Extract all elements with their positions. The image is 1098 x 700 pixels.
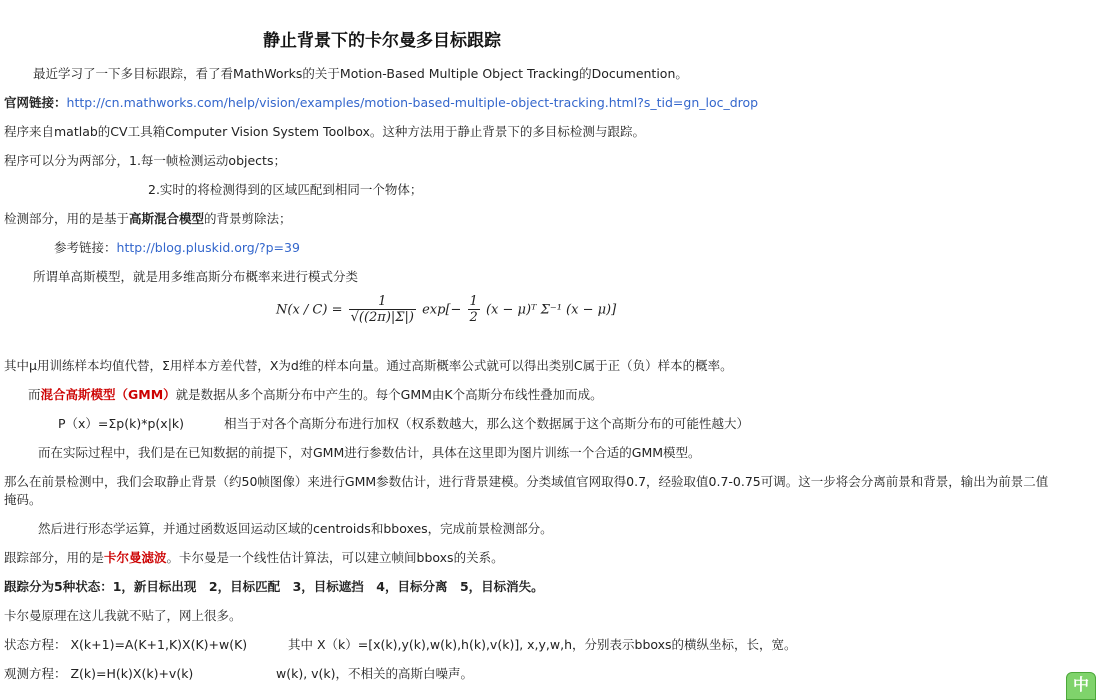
px-formula: P（x）=Σp(k)*p(x|k) <box>58 416 185 431</box>
detect-paragraph <box>4 210 292 228</box>
track-suffix: 。卡尔曼是一个线性估计算法，可以建立帧间bboxs的关系。 <box>166 550 504 565</box>
parts-line-2: 2.实时的将检测得到的区域匹配到相同一个物体； <box>148 182 423 197</box>
explain-paragraph: 其中μ用训练样本均值代替，Σ用样本方差代替，X为d维的样本向量。通过高斯概率公式就可以得出类别C属于正（负）样本的概率。 <box>4 358 733 373</box>
official-link-label: 官网链接： <box>4 95 67 110</box>
page-title: 静止背景下的卡尔曼多目标跟踪 <box>263 31 501 51</box>
gaussian-formula <box>276 294 616 326</box>
px-explain: 相当于对各个高斯分布进行加权（权系数越大，那么这个数据属于这个高斯分布的可能性越大） <box>224 416 750 431</box>
track-prefix: 跟踪部分，用的是 <box>4 550 105 565</box>
formula-exp: exp[− <box>422 302 462 318</box>
gmm-paragraph <box>28 386 603 404</box>
kalman-note: 卡尔曼原理在这儿我就不贴了，网上很多。 <box>4 608 242 623</box>
detect-prefix: 检测部分，用的是基于 <box>4 211 130 226</box>
formula-half-den: 2 <box>469 310 478 325</box>
observation-equation: 观测方程： Z(k)=H(k)X(k)+v(k) <box>4 666 194 681</box>
official-link[interactable]: http://cn.mathworks.com/help/vision/examples/motion-based-multiple-object-tracking.html?s_tid=gn_loc_drop <box>66 95 759 110</box>
formula-den: √((2π)|Σ|) <box>350 310 414 325</box>
formula-lhs: N(x / C) = <box>276 302 347 318</box>
formula-half-num: 1 <box>469 294 478 309</box>
gmm-prefix: 而 <box>28 387 41 402</box>
detect-bold: 高斯混合模型 <box>129 211 205 226</box>
gmm-suffix: 就是数据从多个高斯分布中产生的。每个GMM由K个高斯分布线性叠加而成。 <box>175 387 603 402</box>
formula-rest: (x − μ)ᵀ Σ⁻¹ (x − μ)] <box>485 302 617 318</box>
detect-suffix: 的背景剪除法； <box>204 211 292 226</box>
official-link-line <box>4 94 758 112</box>
track-red: 卡尔曼滤波 <box>104 550 167 565</box>
actual-paragraph: 而在实际过程中，我们是在已知数据的前提下，对GMM进行参数估计，具体在这里即为图片训练一个合适的GMM模型。 <box>38 445 701 460</box>
foreground-line-2: 掩码。 <box>4 492 42 507</box>
track-paragraph <box>4 549 504 567</box>
ref-link-label: 参考链接： <box>54 240 117 255</box>
gmm-red: 混合高斯模型（GMM） <box>40 387 176 402</box>
formula-half <box>468 294 480 326</box>
state-equation: 状态方程： X(k+1)=A(K+1,K)X(K)+w(K) <box>4 637 248 652</box>
intro-paragraph: 最近学习了一下多目标跟踪，看了看MathWorks的关于Motion-Based Multiple Object Tracking的Documention。 <box>33 66 688 81</box>
ref-link[interactable]: http://blog.pluskid.org/?p=39 <box>116 240 300 255</box>
states-paragraph: 跟踪分为5种状态：1，新目标出现 2，目标匹配 3，目标遮挡 4，目标分离 5，目标消失。 <box>4 579 544 594</box>
formula-num: 1 <box>349 294 416 310</box>
morph-paragraph: 然后进行形态学运算，并通过函数返回运动区域的centroids和bboxes，完成前景检测部分。 <box>38 521 553 536</box>
foreground-line-1: 那么在前景检测中，我们会取静止背景（约50帧图像）来进行GMM参数估计，进行背景建模。分类域值官网取得0.7，经验取值0.7-0.75可调。这一步将会分离前景和背景，输出为前景二值 <box>4 474 1049 489</box>
parts-line-1: 程序可以分为两部分，1.每一帧检测运动objects； <box>4 153 286 168</box>
ref-link-line <box>54 239 300 257</box>
state-equation-note: 其中 X（k）=[x(k),y(k),w(k),h(k),v(k)], x,y,w,h，分别表示bboxs的横纵坐标，长，宽。 <box>288 637 797 652</box>
formula-fraction <box>349 294 416 326</box>
observation-equation-note: w(k), v(k)，不相关的高斯白噪声。 <box>276 666 474 681</box>
ime-badge[interactable]: 中 <box>1066 672 1096 700</box>
single-gauss-paragraph: 所谓单高斯模型，就是用多维高斯分布概率来进行模式分类 <box>33 269 359 284</box>
source-paragraph: 程序来自matlab的CV工具箱Computer Vision System Toolbox。这种方法用于静止背景下的多目标检测与跟踪。 <box>4 124 645 139</box>
